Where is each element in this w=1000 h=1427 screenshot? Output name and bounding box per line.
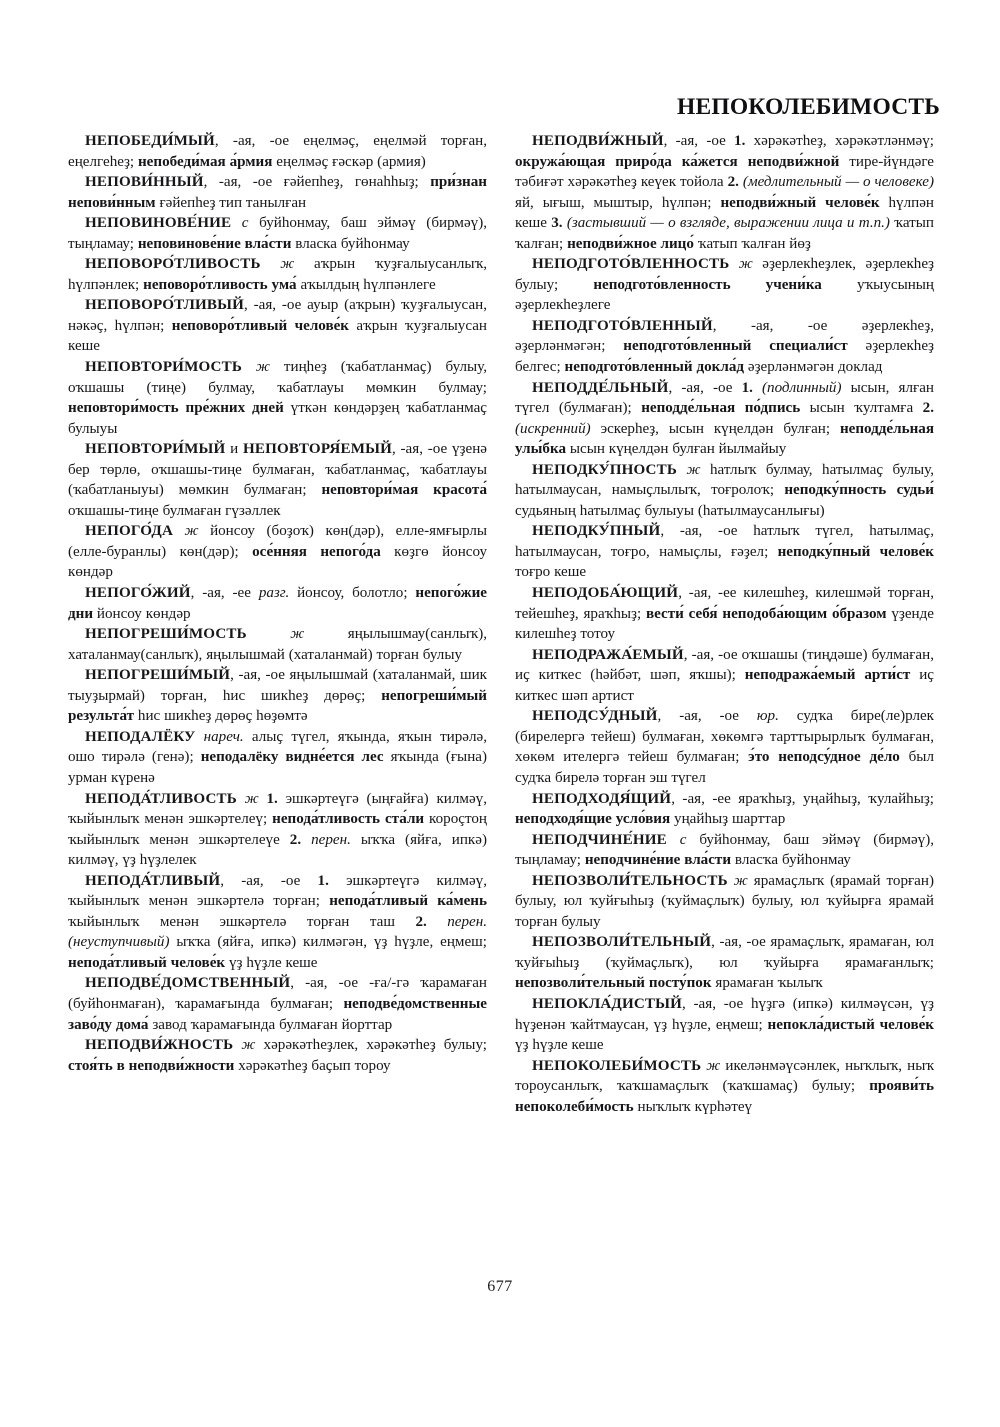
- sense-number: 2.: [289, 831, 302, 848]
- dictionary-entry: [68, 439, 487, 521]
- gloss: был судҡа бирелә торған эш түгел: [515, 749, 934, 786]
- headword: НЕПОВОРО́ТЛИВОСТЬ: [85, 256, 261, 273]
- illustrative-phrase: неповтори́мость пре́жних дней: [68, 400, 284, 417]
- entry-body: икеләнмәүсәнлек, ныҡлыҡ, ныҡ тороусанлыҡ, ҡаҡшамаҫлыҡ (ҡаҡшамаҫ) булыу;: [515, 1057, 934, 1095]
- illustrative-phrase: при́знан непови́нным: [68, 174, 487, 211]
- entry-body: , -ая, -ое ярамаҫлыҡ, ярамаған, юл ҡуйғыһыҙ (ҡуймаҫлыҡ), юл ҡуйырға ярамағанлыҡ;: [515, 934, 934, 971]
- column-right: [515, 131, 934, 1256]
- gloss: уҡыусының әҙерлекһеҙлеге: [515, 276, 935, 314]
- illustrative-phrase: неповоро́тливый челове́к: [171, 317, 350, 334]
- entry-body: , -ая, -ое үҙенә бер төрлө, оҡшашы-тиңе булмаған, ҡабатланмаҫ, ҡабатлауы (ҡабатланыуы) мөмкин булмаған;: [68, 441, 487, 499]
- entry-body: ярамаҫлыҡ (ярамай торған) булыу, юл ҡуйғыһыҙ (ҡуймаҫлыҡ) булыу, юл ҡуйырға ярамай торған булыу: [515, 872, 934, 930]
- entry-body: буйһонмау, баш эймәү (бирмәү), тыңламау;: [515, 831, 935, 869]
- gloss: әҙерлекһеҙ белгес;: [515, 338, 934, 376]
- dictionary-entry: [68, 624, 487, 665]
- dictionary-entry: [68, 213, 487, 254]
- entry-body: , -ая, -ое: [668, 379, 742, 396]
- headword: НЕПОДРАЖА́ЕМЫЙ: [532, 646, 684, 663]
- dictionary-entry: [515, 830, 934, 871]
- running-head: НЕПОКОЛЕБИМОСТЬ: [676, 94, 940, 120]
- gloss: власҡа буйһонмау: [731, 852, 851, 869]
- headword: НЕПОКЛА́ДИСТЫЙ: [532, 995, 682, 1012]
- headword: НЕПОДХОДЯ́ЩИЙ: [532, 790, 672, 807]
- sense-number: 3.: [551, 215, 563, 232]
- dictionary-entry: [515, 460, 934, 522]
- gloss: тоғро кеше: [515, 564, 587, 581]
- gloss: ғәйепһеҙ тип танылған: [155, 194, 307, 211]
- headword: НЕПОДВЕ́ДОМСТВЕННЫЙ: [85, 975, 291, 992]
- gloss: ҡатып ҡалған йөҙ: [693, 235, 811, 252]
- dictionary-entry: [515, 871, 934, 933]
- gloss: ҡатып ҡалған;: [515, 215, 934, 252]
- gender-label: ж: [729, 256, 763, 273]
- illustrative-phrase: непода́тливый челове́к: [68, 954, 226, 971]
- entry-body: , -ая, -ое һатлыҡ түгел, һатылмаҫ, һатылмаусан, тоғро, намыҫлы, ғәҙел;: [515, 523, 934, 560]
- page-number: [0, 1278, 1000, 1296]
- illustrative-phrase: неповинове́ние вла́сти: [137, 235, 292, 252]
- headword: НЕПОГРЕШИ́МОСТЬ: [85, 626, 247, 643]
- dictionary-entry: [68, 357, 487, 439]
- style-label: разг.: [258, 585, 290, 602]
- gloss: яй, ығыш, мыштыр, һүлпән;: [515, 194, 721, 211]
- illustrative-phrase: непобеди́мая а́рмия: [137, 153, 273, 170]
- entry-body: , -ая, -ое әҙерлекһеҙ, әҙерләнмәгән;: [515, 317, 934, 355]
- dictionary-entry: [515, 583, 934, 645]
- headword: НЕПОБЕДИ́МЫЙ: [85, 133, 215, 149]
- gloss: үткән көндәрҙең ҡабатланмаҫ булыуы: [68, 400, 488, 437]
- entry-body: , -ая, -ее: [190, 585, 259, 602]
- folio-number: 677: [487, 1278, 513, 1295]
- illustrative-phrase: прояви́ть непоколеби́мость: [515, 1078, 934, 1115]
- dictionary-entry: [68, 871, 487, 974]
- dictionary-entry: [515, 131, 934, 254]
- gloss: уңайһыҙ шарттар: [670, 811, 786, 828]
- headword: НЕПОГО́ДА: [85, 523, 173, 540]
- headword: НЕПОДВИ́ЖНЫЙ: [532, 133, 664, 149]
- dictionary-entry: [68, 727, 487, 789]
- headword: НЕПОДАЛЁКУ: [85, 728, 196, 745]
- illustrative-phrase: неповоро́тливость ума́: [143, 276, 297, 293]
- entry-body: эшкәртеүгә (ыңғайға) килмәү, ҡыйынлыҡ менән эшкәртелеү;: [68, 790, 487, 828]
- headword: НЕПОВТОРИ́МЫЙ: [85, 441, 226, 458]
- entry-body: алыҫ түгел, яҡында, яҡын тирәлә, ошо тирәлә (генә);: [68, 728, 487, 766]
- headword: НЕПОВТОРИ́МОСТЬ: [85, 359, 242, 376]
- headword: НЕПОДЧИНЕ́НИЕ: [532, 831, 667, 848]
- gloss: аҡрын ҡуҙғалыусан кеше: [68, 317, 488, 355]
- entry-body: , -ая, -ое: [657, 708, 757, 725]
- dictionary-entry: [68, 789, 487, 871]
- gloss: эскерһеҙ, ысын күңелдән булған;: [590, 420, 840, 437]
- illustrative-phrase: непозволи́тельный посту́пок: [515, 975, 712, 992]
- illustrative-phrase: неподалёку видне́ется лес: [200, 749, 384, 766]
- dictionary-entry: [68, 521, 487, 583]
- gloss: ыҡҡа (яйға, ипкә) килмәү, үҙ һүҙлелек: [68, 831, 487, 869]
- gloss: эшкәртеүгә килмәү, ҡыйынлыҡ менән эшкәртелә торған;: [68, 872, 487, 910]
- gloss: әҙерләнмәгән доклад: [744, 359, 883, 376]
- headword: НЕПОДГОТО́ВЛЕННОСТЬ: [532, 256, 730, 273]
- illustrative-phrase: непого́жие дни: [68, 585, 488, 622]
- gloss: ыҡҡа (яйға, ипкә) килмәгән, үҙ һүҙле, еңмеш;: [169, 934, 487, 951]
- illustrative-phrase: осе́нняя непого́да: [252, 543, 381, 560]
- gloss: аҡылдың һүлпәнлеге: [296, 276, 436, 293]
- gender-label: ж: [701, 1057, 726, 1074]
- sense-number: 1.: [317, 872, 329, 889]
- entry-body: , -ая, -ое оҡшашы (тиңдәше) булмаған, иҫ киткес (һәйбәт, шәп, яҡшы);: [515, 646, 934, 684]
- gender-label: ж: [246, 626, 348, 643]
- gloss: үҙ һүҙле кеше: [515, 1037, 604, 1054]
- dictionary-entry: [68, 1035, 487, 1076]
- usage-label: перен.: [426, 913, 487, 930]
- entry-body: йонсоу (боҙоҡ) көн(дәр), елле-ямғырлы (елле-буранлы) көн(дәр);: [68, 523, 487, 560]
- entry-body: хәрәкәтһеҙлек, хәрәкәтһеҙ булыу;: [263, 1037, 487, 1054]
- illustrative-phrase: неподви́жное лицо́: [567, 235, 694, 252]
- entry-body: , -ая, -ое -ға/-гә ҡарамаған (буйһонмаған), ҡарамағында булмаған;: [68, 975, 487, 1012]
- gender-label: ж: [241, 359, 284, 376]
- gloss: үҙенде килешһеҙ тотоу: [515, 605, 934, 643]
- gloss: тире-йүндәге тәбиғәт хәрәкәтһеҙ кеүек тойола: [515, 153, 935, 191]
- illustrative-phrase: окружа́ющая приро́да ка́жется неподви́жной: [515, 153, 840, 170]
- sense-number: 1.: [741, 379, 753, 396]
- gender-label: ж: [233, 1037, 264, 1054]
- sense-qualifier: (неуступчивый): [68, 934, 170, 951]
- gender-label: ж: [260, 256, 315, 273]
- field-label: юр.: [756, 708, 779, 725]
- illustrative-phrase: неподде́льная улы́бка: [515, 420, 934, 458]
- gender-label: ж: [236, 790, 267, 807]
- dictionary-entry: [68, 131, 487, 172]
- gloss: яҡында (ғына) урман күренә: [68, 749, 488, 786]
- dictionary-entry: [515, 254, 934, 316]
- headword: НЕПОДА́ТЛИВОСТЬ: [85, 790, 237, 807]
- gender-label: ж: [676, 461, 710, 478]
- sense-number: 2.: [922, 400, 934, 417]
- illustrative-phrase: э́то неподсу́дное де́ло: [748, 749, 900, 766]
- entry-body: , -ая, -ое ауыр (аҡрын) ҡуҙғалыусан, нәкәҫ, һүлпән;: [68, 297, 487, 334]
- illustrative-phrase: неподража́емый арти́ст: [744, 667, 911, 684]
- gender-label: ж: [727, 872, 754, 889]
- gender-label: ж: [173, 523, 211, 540]
- dictionary-entry: [515, 789, 934, 830]
- dictionary-entry: [68, 665, 487, 727]
- dictionary-entry: [515, 521, 934, 583]
- illustrative-phrase: неповтори́мая красота́: [321, 482, 487, 499]
- gloss: короçтоң ҡыйынлыҡ менән эшкәртелеүе: [68, 811, 487, 848]
- gloss: иҫ киткес шәп артист: [515, 667, 935, 704]
- illustrative-phrase: неподви́жный челове́к: [720, 194, 880, 211]
- gloss: ныҡлыҡ күрһәтеү: [633, 1098, 753, 1115]
- sense-number: 1.: [266, 790, 278, 807]
- entry-body: аҡрын ҡуҙғалыусанлыҡ, һүлпәнлек;: [68, 256, 487, 293]
- illustrative-phrase: непогреши́мый результа́т: [68, 687, 487, 725]
- headword: НЕПОВИНОВЕ́НИЕ: [85, 215, 232, 232]
- gloss: ысын ҡултамға: [800, 400, 923, 417]
- entry-body-cont: йонсоу, болотло;: [289, 585, 416, 602]
- headword: НЕПОГРЕШИ́МЫЙ: [85, 667, 231, 684]
- entry-body: тиңһеҙ (ҡабатланмаҫ) булыу, оҡшашы (тиңе) булмау, ҡабатлауы мөмкин булмау;: [68, 359, 487, 396]
- illustrative-phrase: непокла́дистый челове́к: [767, 1016, 934, 1033]
- sense-qualifier: (подлинный): [752, 379, 842, 396]
- headword: НЕПОВИ́ННЫЙ: [85, 174, 204, 191]
- dictionary-entry: [68, 583, 487, 624]
- gender-label: с: [231, 215, 260, 232]
- sense-qualifier: (застывший — о взгляде, выражении лица и т.п.): [562, 215, 890, 232]
- text-columns: [68, 131, 934, 1256]
- dictionary-entry: [68, 295, 487, 357]
- dictionary-entry: [515, 316, 934, 378]
- part-of-speech-label: нареч.: [195, 728, 244, 745]
- sense-qualifier: (медлительный — о человеке): [738, 174, 935, 191]
- entry-body: , -ая, -ое ғәйепһеҙ, гөнаһһыҙ;: [203, 174, 431, 191]
- illustrative-phrase: неподгото́вленный докла́д: [564, 359, 744, 376]
- dictionary-entry: [68, 973, 487, 1035]
- illustrative-phrase: неподходя́щие усло́вия: [515, 811, 671, 828]
- illustrative-phrase: неподгото́вленность учени́ка: [593, 276, 822, 293]
- usage-label: перен.: [301, 831, 351, 848]
- gloss: власка буйһонмау: [291, 235, 410, 252]
- illustrative-phrase: неподве́домственные заво́ду дома́: [68, 995, 487, 1033]
- dictionary-entry: [515, 994, 934, 1056]
- sense-number: 1.: [734, 133, 746, 149]
- dictionary-entry: [68, 172, 487, 213]
- headword: НЕПОЗВОЛИ́ТЕЛЬНОСТЬ: [532, 872, 728, 889]
- illustrative-phrase: неподде́льная по́дпись: [641, 400, 801, 417]
- headword: НЕПОГО́ЖИЙ: [85, 585, 191, 602]
- column-left: [68, 131, 487, 1256]
- dictionary-entry: [515, 378, 934, 460]
- gloss: оҡшашы-тиңе булмаған гүзәллек: [68, 502, 281, 519]
- gloss: судьяның һатылмаҫ булыуы (һатылмаусанлығы): [515, 502, 825, 519]
- illustrative-phrase: вести́ себя́ неподоба́ющим о́бразом: [646, 605, 887, 622]
- entry-body: , -ая, -ее яраҡһыҙ, уңайһыҙ, ҡулайһыҙ;: [671, 790, 934, 807]
- illustrative-phrase: неподгото́вленный специали́ст: [623, 338, 848, 355]
- headword: НЕПОДКУ́ПНЫЙ: [532, 523, 661, 540]
- dictionary-entry: [68, 254, 487, 295]
- entry-body: , -ая, -ое: [220, 872, 318, 889]
- entry-body: , -ая, -ое: [663, 133, 735, 149]
- dictionary-entry: [515, 706, 934, 788]
- dictionary-entry: [515, 932, 934, 994]
- gloss: хәрәкәтһеҙ баҫып тороу: [234, 1057, 391, 1074]
- headword: НЕПОВОРО́ТЛИВЫЙ: [85, 297, 244, 314]
- gloss: еңелмәҫ ғәскәр (армия): [272, 153, 426, 170]
- headword: НЕПОЗВОЛИ́ТЕЛЬНЫЙ: [532, 934, 712, 951]
- illustrative-phrase: непода́тливый ка́мень: [329, 893, 487, 910]
- gloss: йонсоу көндәр: [93, 605, 191, 622]
- gloss: һис шикһеҙ дөрөҫ һөҙөмтә: [134, 708, 308, 725]
- entry-body: яңылышмау(санлыҡ), хаталанмау(санлыҡ), яңылышмай (хаталанмай) торған булыу: [68, 626, 487, 663]
- dictionary-entry: [515, 645, 934, 707]
- illustrative-phrase: стоя́ть в неподви́жности: [68, 1057, 235, 1074]
- entry-body: һатлыҡ булмау, һатылмаҫ булыу, һатылмаусан, намыҫлылыҡ, тоғролоҡ;: [515, 461, 934, 499]
- entry-body-cont: судҡа бире(ле)рлек (бирелергә тейеш) булмаған, хөкөмгә тарттырырлыҡ булмаған, хөкөм ителергә тейеш булмаған;: [515, 708, 935, 766]
- headword: НЕПОДКУ́ПНОСТЬ: [532, 461, 677, 478]
- headword: НЕПОДГОТО́ВЛЕННЫЙ: [532, 317, 713, 334]
- conjunction: и: [225, 441, 243, 458]
- entry-body: , -ая, -ее килешһеҙ, килешмәй торған, тейешһеҙ, яраҡһыҙ;: [515, 585, 934, 622]
- entry-body: , -ая, -ое һүҙгә (ипкә) килмәүсән, үҙ һүҙенән ҡайтмаусан, үҙ һүҙле, еңмеш;: [515, 995, 934, 1033]
- entry-body: , -ая, -ое еңелмәҫ, еңелмәй торған, еңелгеһеҙ;: [68, 133, 487, 170]
- headword: НЕПОДОБА́ЮЩИЙ: [532, 585, 679, 602]
- gloss: ысын, ялған түгел (булмаған);: [515, 379, 934, 417]
- entry-body: буйһонмау, баш эймәү (бирмәү), тыңламау;: [68, 215, 487, 252]
- sense-number: 2.: [415, 913, 427, 930]
- gloss: завод ҡарамағында булмаған йорттар: [148, 1016, 393, 1033]
- headword: НЕПОДВИ́ЖНОСТЬ: [85, 1037, 234, 1054]
- dictionary-entry: [515, 1056, 934, 1118]
- gloss: ҡыйынлыҡ менән эшкәртелә торған таш: [68, 913, 416, 930]
- illustrative-phrase: неподку́пность судьи́: [784, 482, 934, 499]
- gloss: хәрәкәтһеҙ, хәрәкәтләнмәү;: [745, 133, 934, 149]
- illustrative-phrase: неподку́пный челове́к: [777, 543, 934, 560]
- gloss: үҙ һүҙле кеше: [225, 954, 318, 971]
- headword: НЕПОДСУ́ДНЫЙ: [532, 708, 658, 725]
- gender-label: с: [666, 831, 700, 848]
- illustrative-phrase: непода́тливость ста́ли: [272, 811, 425, 828]
- entry-body: , -ая, -ое яңылышмай (хаталанмай, шик тыуҙырмай) торған, һис шикһеҙ дөрөҫ;: [68, 667, 487, 704]
- headword-variant: НЕПОВТОРЯ́ЕМЫЙ: [243, 441, 392, 458]
- entry-body: әҙерлекһеҙлек, әҙерлекһеҙ булыу;: [515, 256, 934, 293]
- gloss: ярамаған ҡылыҡ: [711, 975, 823, 992]
- illustrative-phrase: неподчине́ние вла́сти: [584, 852, 732, 869]
- headword: НЕПОКОЛЕБИ́МОСТЬ: [532, 1057, 702, 1074]
- headword: НЕПОДА́ТЛИВЫЙ: [85, 872, 221, 889]
- gloss: һүлпән кеше: [515, 194, 934, 232]
- headword: НЕПОДДЕ́ЛЬНЫЙ: [532, 379, 669, 396]
- gloss: көҙгө йонсоу көндәр: [68, 543, 488, 581]
- gloss: ысын күңелдән булған йылмайыу: [566, 441, 787, 458]
- sense-number: 2.: [727, 174, 739, 191]
- sense-qualifier: (искренний): [515, 420, 591, 437]
